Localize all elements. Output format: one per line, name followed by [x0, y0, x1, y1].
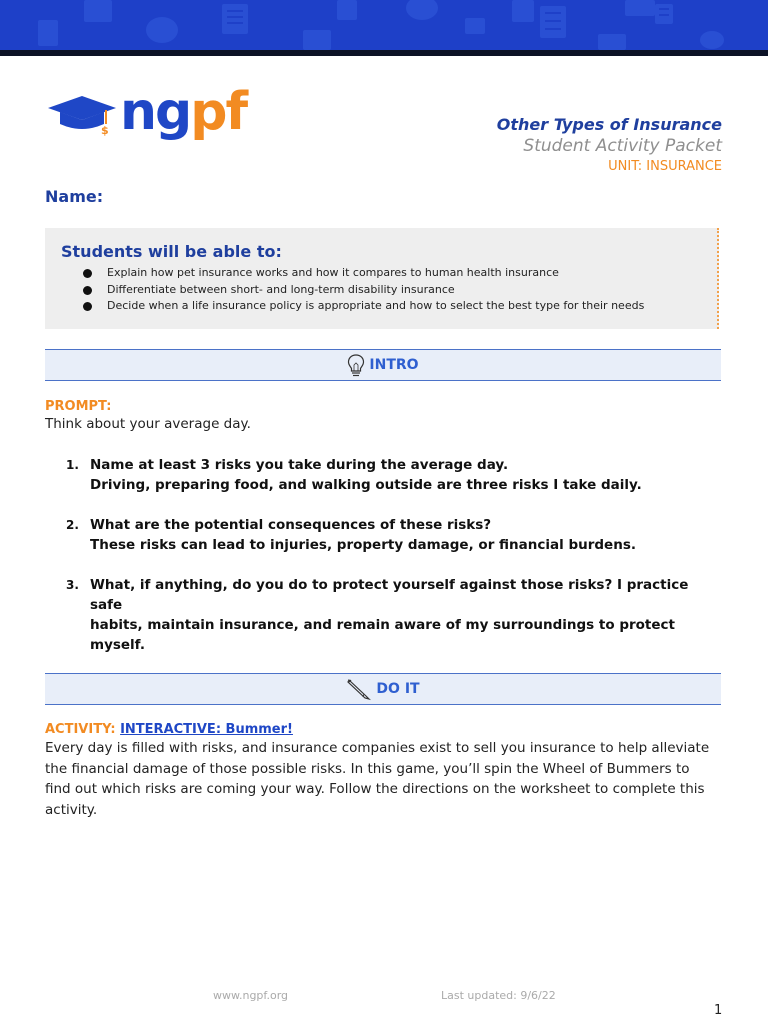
document-subtitle: Student Activity Packet [523, 136, 722, 156]
document-title: Other Types of Insurance [496, 115, 722, 134]
answer-line: habits, maintain insurance, and remain aware of my surroundings to protect myself. [90, 617, 675, 653]
logo-ng-text: ng [120, 82, 191, 142]
lightbulb-icon [347, 353, 365, 377]
question-line: What, if anything, do you do to protect yourself against those risks? I practice safe [90, 577, 689, 613]
activity-link[interactable]: INTERACTIVE: Bummer! [120, 722, 293, 737]
activity-line: find out which risks are coming your way. Follow the directions on the worksheet to complete this [45, 781, 705, 797]
calculator-icon [512, 0, 534, 22]
name-label: Name: [45, 187, 104, 206]
answer-line: These risks can lead to injuries, property damage, or financial burdens. [90, 537, 636, 553]
question-number: 2. [66, 518, 79, 532]
activity-label: ACTIVITY: [45, 722, 116, 737]
question-number: 3. [66, 578, 79, 592]
document-icon [625, 0, 655, 16]
question-number: 1. [66, 458, 79, 472]
intro-label: INTRO [369, 357, 419, 373]
piggy-bank-icon [146, 17, 178, 43]
objectives-box [45, 228, 719, 329]
calculator-icon [337, 0, 357, 20]
receipt-icon [222, 4, 248, 34]
folder-icon [598, 34, 626, 50]
pencil-icon [346, 677, 372, 701]
intro-section-header [45, 349, 721, 381]
footer-last-updated: Last updated: 9/6/22 [441, 989, 556, 1002]
objectives-title: Students will be able to: [61, 242, 282, 261]
folder-icon [303, 30, 331, 50]
answer-line: Driving, preparing food, and walking outside are three risks I take daily. [90, 477, 642, 493]
document-icon [38, 20, 58, 46]
header-banner [0, 0, 768, 50]
folder-icon [465, 18, 485, 34]
folder-icon [84, 0, 112, 22]
do-it-label: DO IT [376, 681, 420, 697]
objectives-list [81, 265, 644, 315]
activity-description [45, 738, 725, 820]
banner-divider [0, 50, 768, 56]
banner-pattern [0, 0, 768, 50]
objective-item: Explain how pet insurance works and how it compares to human health insurance [81, 265, 644, 282]
unit-label: UNIT: INSURANCE [608, 159, 722, 174]
do-it-section-header [45, 673, 721, 705]
activity-line: the financial damage of those possible risks. In this game, you’ll spin the Wheel of Bummers to [45, 760, 690, 777]
footer-url[interactable]: www.ngpf.org [213, 989, 289, 1002]
activity-line: activity. [45, 801, 98, 818]
logo-pf-text: pf [190, 82, 247, 142]
prompt-text: Think about your average day. [45, 416, 251, 432]
piggy-bank-icon [406, 0, 438, 20]
prompt-label: PROMPT: [45, 399, 112, 414]
page-number: 1 [714, 1003, 723, 1018]
piggy-bank-icon [700, 31, 724, 49]
objective-item: Decide when a life insurance policy is appropriate and how to select the best type for their needs [81, 298, 644, 315]
question-line: What are the potential consequences of these risks? [90, 517, 492, 533]
activity-heading [45, 722, 293, 737]
objective-item: Differentiate between short- and long-term disability insurance [81, 282, 644, 299]
activity-line: Every day is filled with risks, and insurance companies exist to sell you insurance to help alleviate [45, 740, 710, 756]
ngpf-logo[interactable] [120, 84, 246, 140]
question-line: Name at least 3 risks you take during the average day. [90, 457, 509, 473]
svg-text:$: $ [101, 124, 109, 137]
